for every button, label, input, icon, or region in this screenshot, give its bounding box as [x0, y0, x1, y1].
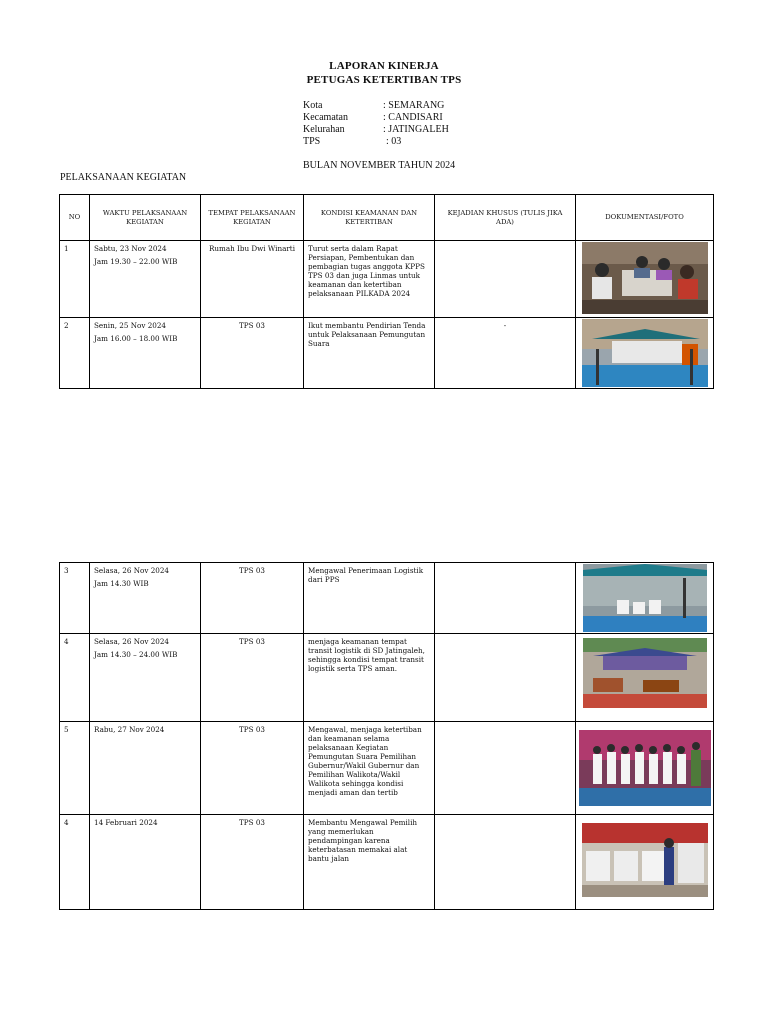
table-row: [60, 634, 714, 722]
row-waktu: Senin, 25 Nov 2024 Jam 16.00 – 18.00 WIB: [90, 318, 201, 389]
table-row: [60, 241, 714, 318]
report-month: BULAN NOVEMBER TAHUN 2024: [303, 160, 456, 171]
photo-voting-team: [579, 730, 711, 806]
row-no: 2: [60, 318, 90, 389]
row-kondisi: Turut serta dalam Rapat Persiapan, Pembentukan dan pembagian tugas anggota KPPS TPS 03 dan juga Linmas untuk keamanan dan ketertiban pelaksanaan PILKADA 2024: [304, 241, 435, 318]
row-photo-cell: [576, 318, 714, 389]
row-waktu: Sabtu, 23 Nov 2024 Jam 19.30 – 22.00 WIB: [90, 241, 201, 318]
table-row: [60, 815, 714, 910]
row-no: 1: [60, 241, 90, 318]
row-photo-cell: [576, 563, 714, 634]
row-no: 5: [60, 722, 90, 815]
section-heading: PELAKSANAAN KEGIATAN: [60, 172, 187, 183]
row-waktu: Rabu, 27 Nov 2024: [90, 722, 201, 815]
header-no: NO: [60, 195, 90, 241]
info-row-kecamatan: Kecamatan : CANDISARI: [303, 112, 443, 123]
row-tempat: TPS 03: [201, 722, 304, 815]
row-kejadian: [435, 241, 576, 318]
row-waktu: Selasa, 26 Nov 2024 Jam 14.30 WIB: [90, 563, 201, 634]
row-kejadian: -: [435, 318, 576, 389]
info-row-tps: TPS : 03: [303, 136, 402, 147]
photo-logistics: [583, 564, 707, 632]
row-tempat: TPS 03: [201, 563, 304, 634]
report-subtitle: PETUGAS KETERTIBAN TPS: [306, 74, 462, 86]
activity-table-page2: [59, 562, 714, 910]
row-kejadian: [435, 563, 576, 634]
row-no: 3: [60, 563, 90, 634]
row-tempat: TPS 03: [201, 318, 304, 389]
row-photo-cell: [576, 722, 714, 815]
row-waktu: 14 Februari 2024: [90, 815, 201, 910]
photo-transit-site: [583, 638, 707, 708]
photo-meeting: [582, 242, 708, 314]
row-photo-cell: [576, 634, 714, 722]
row-kondisi: Ikut membantu Pendirian Tenda untuk Pelaksanaan Pemungutan Suara: [304, 318, 435, 389]
header-kondisi: KONDISI KEAMANAN DAN KETERTIBAN: [304, 195, 435, 241]
activity-table-page1: [59, 194, 714, 389]
row-kondisi: menjaga keamanan tempat transit logistik di SD Jatingaleh, sehingga kondisi tempat transit logistik serta TPS aman.: [304, 634, 435, 722]
row-kejadian: [435, 634, 576, 722]
header-tempat: TEMPAT PELAKSANAAN KEGIATAN: [201, 195, 304, 241]
row-waktu: Selasa, 26 Nov 2024 Jam 14.30 – 24.00 WIB: [90, 634, 201, 722]
row-kondisi: Mengawal Penerimaan Logistik dari PPS: [304, 563, 435, 634]
table-row: [60, 722, 714, 815]
table-header-row: [60, 195, 714, 241]
header-dokumentasi: DOKUMENTASI/FOTO: [576, 195, 714, 241]
row-photo-cell: [576, 815, 714, 910]
header-kejadian: KEJADIAN KHUSUS (TULIS JIKA ADA): [435, 195, 576, 241]
row-photo-cell: [576, 241, 714, 318]
info-row-kota: Kota : SEMARANG: [303, 100, 445, 111]
row-no: 4: [60, 634, 90, 722]
header-waktu: WAKTU PELAKSANAAN KEGIATAN: [90, 195, 201, 241]
row-tempat: TPS 03: [201, 815, 304, 910]
row-tempat: TPS 03: [201, 634, 304, 722]
row-no: 4: [60, 815, 90, 910]
table-row: [60, 563, 714, 634]
info-row-kelurahan: Kelurahan : JATINGALEH: [303, 124, 449, 135]
row-tempat: Rumah Ibu Dwi Winarti: [201, 241, 304, 318]
row-kejadian: [435, 722, 576, 815]
row-kondisi: Mengawal, menjaga ketertiban dan keamanan selama pelaksanaan Kegiatan Pemungutan Suara Pemilihan Gubernur/Wakil Gubernur dan Pemilihan Walikota/Wakil Walikota sehingga kondisi menjadi aman dan tertib: [304, 722, 435, 815]
row-kondisi: Membantu Mengawal Pemilih yang memerlukan pendampingan karena keterbatasan memakai alat bantu jalan: [304, 815, 435, 910]
location-info: [303, 100, 449, 148]
report-title: LAPORAN KINERJA: [329, 60, 439, 72]
row-kejadian: [435, 815, 576, 910]
photo-voter-assist: [582, 823, 708, 897]
photo-tent: [582, 319, 708, 387]
table-row: [60, 318, 714, 389]
